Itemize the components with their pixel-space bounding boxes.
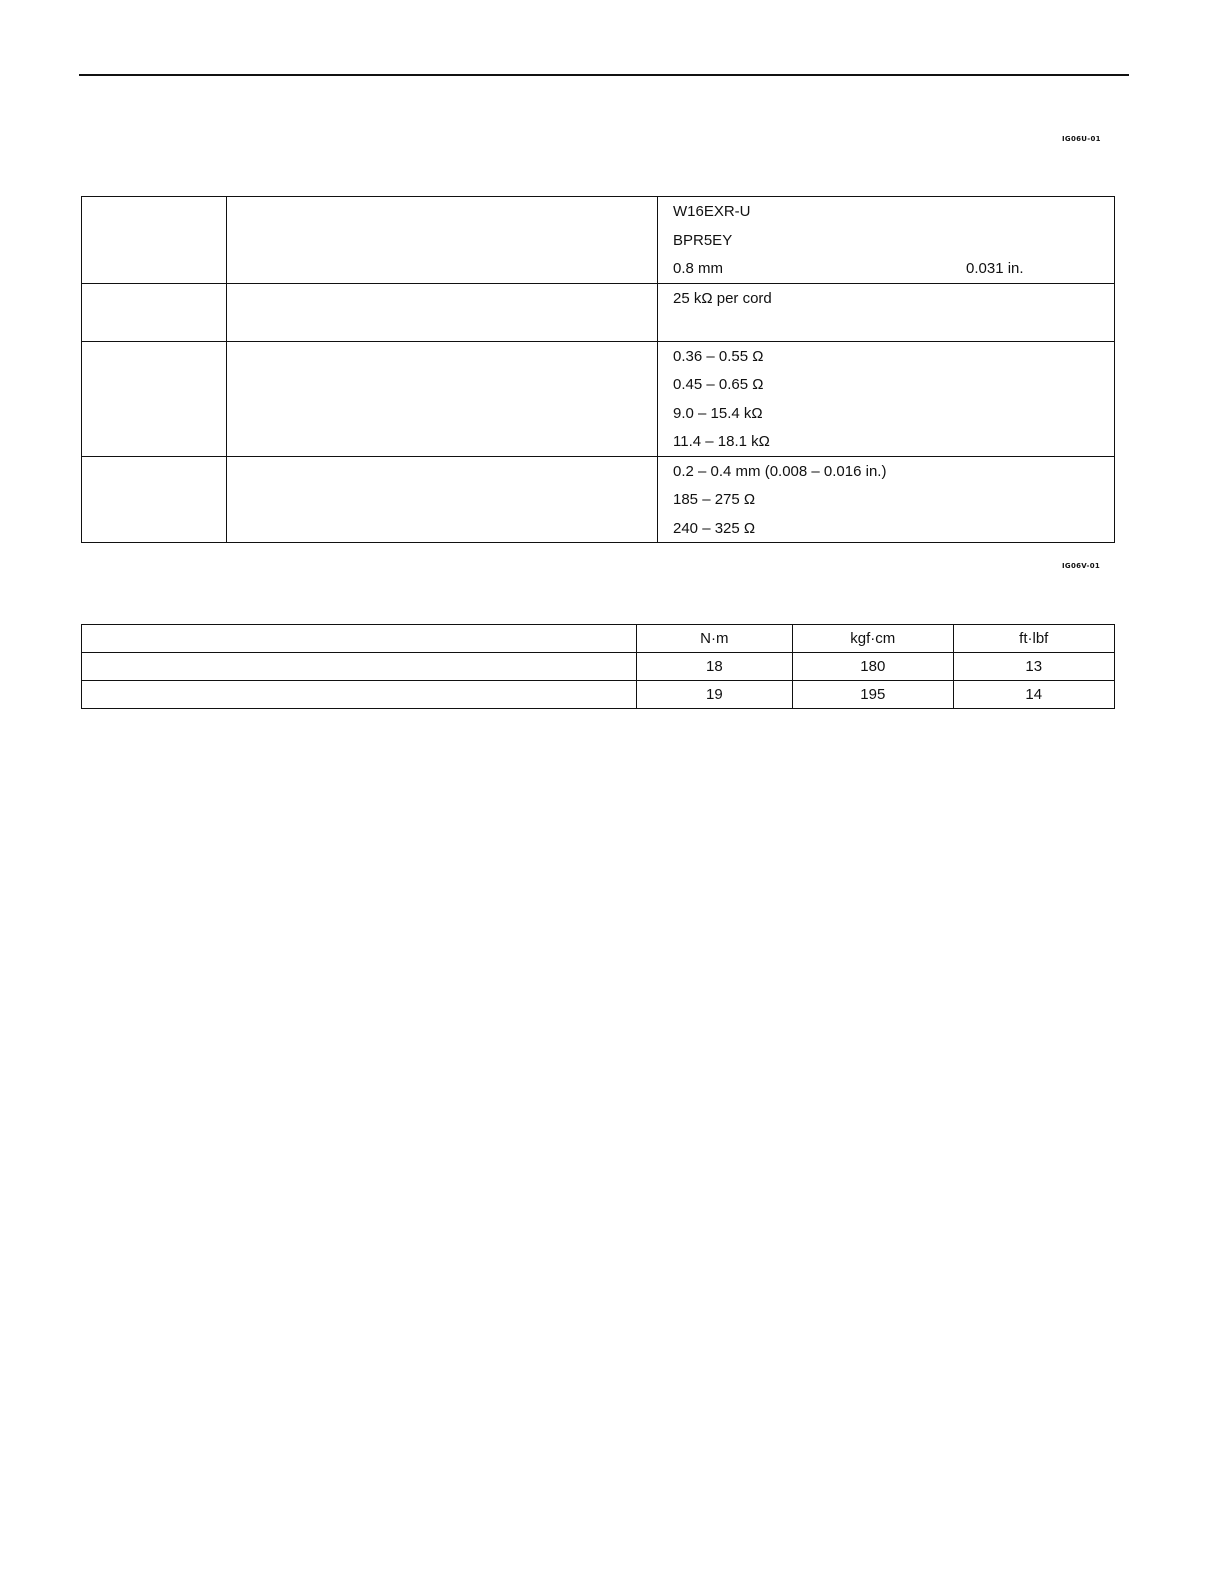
nm-cell: 18 — [636, 653, 792, 681]
torque-ref-code: IG06V-01 — [1062, 562, 1101, 570]
spec-value: W16EXR-U — [673, 203, 751, 220]
spec-value: 185 – 275 Ω — [673, 491, 756, 508]
spec-condition-cell — [227, 283, 658, 341]
spec-value-imperial: 0.031 in. — [966, 260, 1024, 277]
ftlbf-cell: 13 — [953, 653, 1114, 681]
spec-item-cell — [82, 283, 227, 341]
spec-row-cord — [82, 283, 1115, 341]
kgfcm-cell: 180 — [793, 653, 953, 681]
spec-ref-code: IG06U-01 — [1062, 135, 1101, 143]
nm-cell: 19 — [636, 681, 792, 709]
spec-value: 0.36 – 0.55 Ω — [673, 347, 764, 365]
spec-condition-cell — [227, 197, 658, 284]
nm-header: N·m — [636, 625, 792, 653]
torque-header-row — [82, 625, 1115, 653]
spec-condition-cell — [227, 456, 658, 543]
spec-item-cell — [82, 197, 227, 284]
spec-item-cell — [82, 456, 227, 543]
spec-value: 0.2 – 0.4 mm (0.008 – 0.016 in.) — [673, 462, 887, 480]
spec-row-spark-plug — [82, 197, 1115, 284]
spec-value: 25 kΩ per cord — [673, 289, 772, 307]
spec-value: 240 – 325 Ω — [673, 519, 756, 537]
spec-item-cell — [82, 341, 227, 456]
ftlbf-header: ft·lbf — [953, 625, 1114, 653]
spec-value: BPR5EY — [673, 231, 733, 249]
spec-condition-cell — [227, 341, 658, 456]
ftlbf-cell: 14 — [953, 681, 1114, 709]
spec-value — [658, 312, 1114, 341]
spec-value: 11.4 – 18.1 kΩ — [673, 433, 770, 450]
table-row — [82, 653, 1115, 681]
spec-value-cell — [658, 456, 1115, 543]
service-spec-table — [81, 196, 1115, 543]
kgfcm-cell: 195 — [793, 681, 953, 709]
part-cell — [82, 653, 637, 681]
table-row — [82, 681, 1115, 709]
spec-row-coil — [82, 341, 1115, 456]
header-rule — [79, 74, 1129, 76]
torque-spec-table — [81, 624, 1115, 709]
spec-row-distributor — [82, 456, 1115, 543]
spec-value: 9.0 – 15.4 kΩ — [673, 404, 763, 422]
spec-value-cell — [658, 341, 1115, 456]
spec-value — [658, 254, 1114, 283]
part-cell — [82, 681, 637, 709]
part-tightened-header — [82, 625, 637, 653]
spec-value: 0.45 – 0.65 Ω — [673, 376, 764, 393]
spec-value-cell — [658, 283, 1115, 341]
spec-value-cell — [658, 197, 1115, 284]
spec-value-metric: 0.8 mm — [673, 260, 724, 277]
kgfcm-header: kgf·cm — [793, 625, 953, 653]
